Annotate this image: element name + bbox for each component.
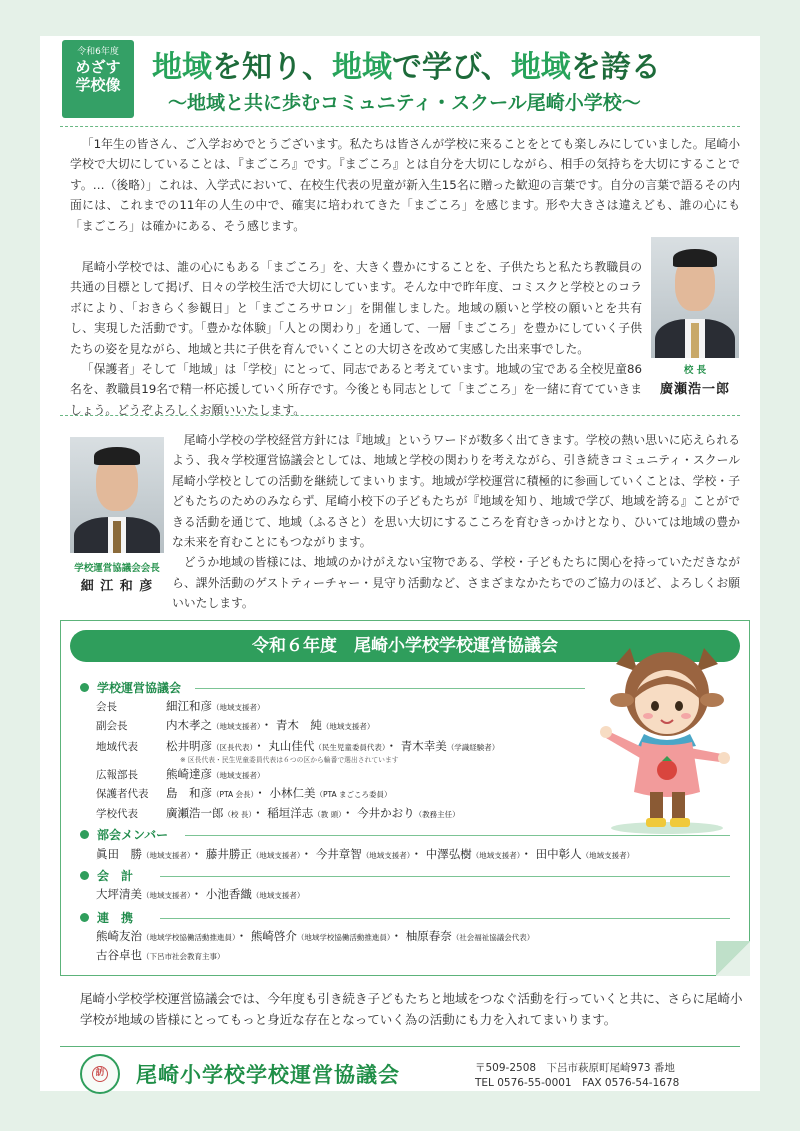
bullet-icon: [80, 830, 89, 839]
badge-year: 令和6年度: [77, 47, 119, 57]
badge-line1: めざす: [75, 58, 121, 76]
footer-divider: [60, 1046, 740, 1047]
principal-paragraphs: 尾崎小学校では、誰の心にもある「まごころ」を、大きく豊かにすることを、子供たちと私たち教職員の共通の目標として掲げ、日々の学校生活で大切にしています。そんな中で昨年度、コミスクと学校とのコラボにより、「おきらく参観日」と「まごころサロン」を開催しました。地域の願いと学校の願いとを共有し、実現した活動です。「豊かな体験」「人との関わり」を通して、一層「まごころ」を豊かにしていく子供たちの姿を見ながら、地域と共に子供を育んでいくことの大切さを改めて実感した出来事でした。 「保護者」そして「地域」は「学校」にとって、同志であると考えています。地域の宝である全校児童86名を、教職員19名で精一杯応援していく所存です。今後とも同志として「まごころ」を一緒に育てていきましょう。どうぞよろしくお願いいたします。: [70, 260, 642, 417]
chair-caption-name: 細 江 和 彦: [80, 579, 154, 594]
footer-address: [475, 1061, 679, 1091]
section-line: [160, 918, 730, 919]
member-row: 古谷卓也（下呂市社会教育主事）: [96, 948, 225, 962]
section-line: [195, 688, 585, 689]
chair-photo: [70, 437, 164, 553]
chair-paragraphs: 尾崎小学校の学校経営方針には『地域』というワードが数多く出てきます。学校の熱い思いに応えられるよう、我々学校運営協議会としては、地域と学校の関わりを考えながら、引き続きコミュニティ・スクール尾崎小学校としての活動を継続してまいります。地域が学校運営に積極的に参画していくことは、学校・子どもたちのためのみならず、尾崎小校下の子どもたちが『地域を知り、地域で学び、地域を誇る』ことができる活動を通じて、地域（ふるさと）を思い大切にするこころを育むきっかけとなり、ひいては地域の豊かな未来を育むことにもつながります。 どうか地域の皆様には、地域のかけがえない宝物である、学校・子どもたちに関心を持っていただきながら、課外活動のゲストティーチャー・見守り活動など、さまざまなかたちでのご協力のほど、よろしくお願いいたします。: [172, 433, 740, 611]
section-line: [160, 876, 730, 877]
member-row: 大坪清美（地域支援者）・ 小池香織（地域支援者）: [96, 887, 305, 901]
section-divider: [60, 415, 740, 416]
contact-line: TEL 0576-55-0001 FAX 0576-54-1678: [475, 1077, 680, 1089]
header: [62, 40, 752, 125]
bullet-icon: [80, 683, 89, 692]
page-title: 地域を知り、地域で学び、地域を誇る: [152, 50, 661, 85]
page-fold-corner: [716, 941, 750, 976]
principal-caption-name: 廣瀬浩一郎: [659, 382, 730, 397]
bullet-icon: [80, 913, 89, 922]
council-heading: 令和６年度 尾崎小学校学校運営協議会: [70, 630, 740, 662]
member-row: 熊崎友治（地域学校協働活動推進員）・ 熊崎啓介（地域学校協働活動推進員）・ 柚原春奈（社会福祉協議会代表）: [96, 929, 535, 943]
member-row: 眞田 勝（地域支援者）・ 藤井勝正（地域支援者）・ 今井章智（地域支援者）・ 中澤弘樹（地域支援者）・ 田中彰人（地域支援者）: [96, 847, 635, 861]
closing-text: 尾崎小学校学校運営協議会では、今年度も引き続き子どもたちと地域をつなぐ活動を行っていくと共に、さらに尾崎小学校が地域の皆様にとってもっと身近な存在となっていく為の活動にも力を入れてまいります。: [80, 991, 743, 1027]
principal-photo: [651, 237, 739, 358]
mascot-illustration: [592, 642, 742, 836]
badge-line2: 学校像: [75, 76, 121, 94]
vision-badge: [62, 40, 134, 118]
member-row: 副会長 内木孝之（地域支援者）・ 青木 純（地域支援者）: [96, 718, 375, 732]
chair-caption-title: 学校運営協議会会長: [74, 563, 160, 574]
principal-paragraph-1: 「1年生の皆さん、ご入学おめでとうございます。私たちは皆さんが学校に来ることをとても楽しみにしていました。尾崎小学校で大切にしていることは、『まごころ』です。『まごころ』とは自分を大切にしながら、相手の気持ちを大切にすることです。…（後略）」これは、入学式において、在校生代表の児童が新入生15名に贈った歓迎の言葉です。自分の言葉で語るその内面には、これまでの11年の人生の中で、確実に培われてきた「まごころ」を感じます。形や大きさは違えども、誰の心にも「まごころ」は確かにある、そう感じます。: [70, 137, 740, 233]
member-row: 会長 細江和彦（地域支援者）: [96, 699, 265, 713]
section-cooperation: 連 携: [80, 909, 133, 926]
bullet-icon: [80, 871, 89, 880]
seal-center: 訪: [92, 1066, 108, 1082]
principal-caption-title: 校 長: [683, 365, 707, 376]
footer-org-name: 尾崎小学校学校運営協議会: [136, 1063, 400, 1087]
section-accounting: 会 計: [80, 867, 133, 884]
council-note: ※ 区長代表・民生児童委員代表は６つの区から輪番で選出されています: [180, 756, 399, 764]
member-row: 広報部長 熊崎達彦（地域支援者）: [96, 767, 265, 781]
member-row: 保護者代表 島 和彦（PTA 会長）・ 小林仁美（PTA まごころ委員）: [96, 786, 392, 800]
school-seal-logo: [80, 1054, 120, 1094]
header-divider: [60, 126, 740, 127]
section-council-members: 学校運営協議会: [80, 679, 181, 696]
address-line: 〒509-2508 下呂市萩原町尾崎973 番地: [475, 1062, 675, 1074]
section-subcommittee: 部会メンバー: [80, 826, 168, 843]
page-subtitle: 〜地域と共に歩むコミュニティ・スクール尾崎小学校〜: [168, 92, 641, 114]
member-row: 学校代表 廣瀬浩一郎（校 長）・ 稲垣洋志（教 頭）・ 今井かおり（教務主任）: [96, 806, 460, 820]
member-row: 地域代表 松井明彦（区長代表）・ 丸山佳代（民生児童委員代表）・ 青木幸美（学識経験者）: [96, 739, 500, 753]
